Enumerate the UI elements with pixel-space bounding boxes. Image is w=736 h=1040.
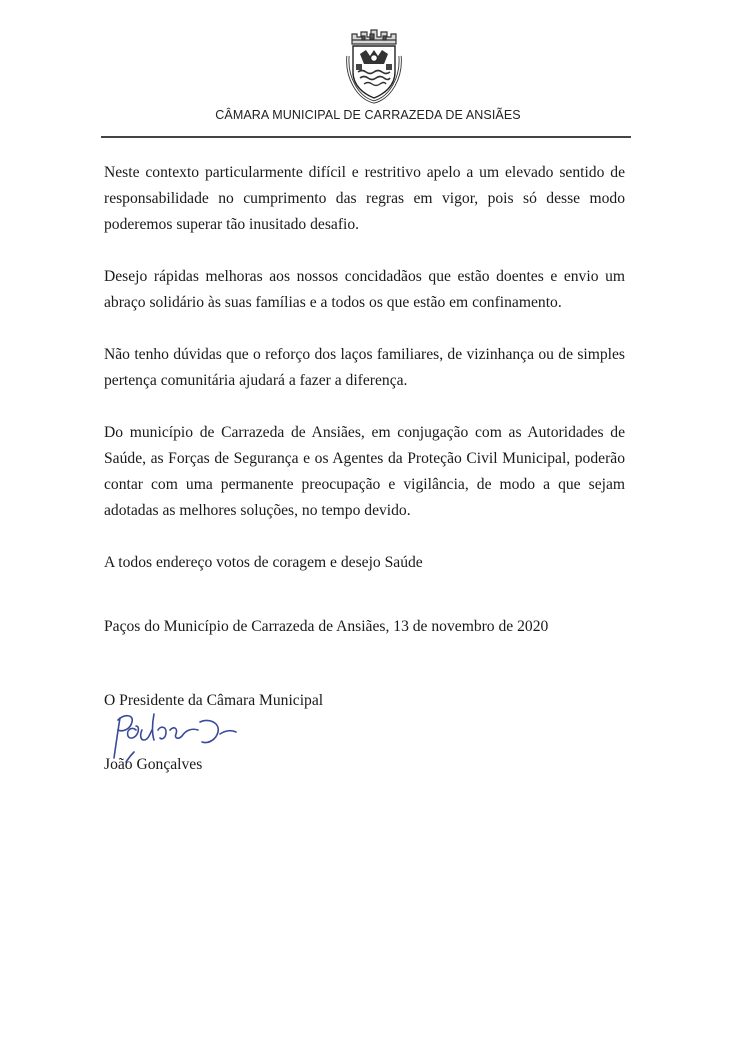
letter-body (104, 160, 625, 666)
paragraph-4: Do município de Carrazeda de Ansiães, em conjugação com as Autoridades de Saúde, as Forças de Segurança e os Agentes da Proteção Civil Municipal, poderão contar com uma permanente preocupação e vigilância, de modo a que sejam adotadas as melhores soluções, no tempo devido. (104, 424, 625, 519)
signer-title: O Presidente da Câmara Municipal (104, 692, 324, 709)
paragraph-3: Não tenho dúvidas que o reforço dos laços familiares, de vizinhança ou de simples pertença comunitária ajudará a fazer a diferença. (104, 346, 625, 389)
paragraph-1: Neste contexto particularmente difícil e restritivo apelo a um elevado sentido de responsabilidade no cumprimento das regras em vigor, pois só desse modo poderemos superar tão inusitado desafio. (104, 164, 625, 233)
signer-name: João Gonçalves (104, 756, 203, 773)
place-and-date: Paços do Município de Carrazeda de Ansiães, 13 de novembro de 2020 (104, 618, 549, 635)
organization-name: CÂMARA MUNICIPAL DE CARRAZEDA DE ANSIÃES (215, 108, 521, 122)
paragraph-5: A todos endereço votos de coragem e desejo Saúde (104, 554, 423, 571)
paragraph-2: Desejo rápidas melhoras aos nossos concidadãos que estão doentes e envio um abraço solidário às suas famílias e a todos os que estão em confinamento. (104, 268, 625, 311)
document-header (0, 0, 736, 140)
header-divider (101, 136, 631, 138)
municipal-coat-of-arms-icon (336, 26, 408, 104)
